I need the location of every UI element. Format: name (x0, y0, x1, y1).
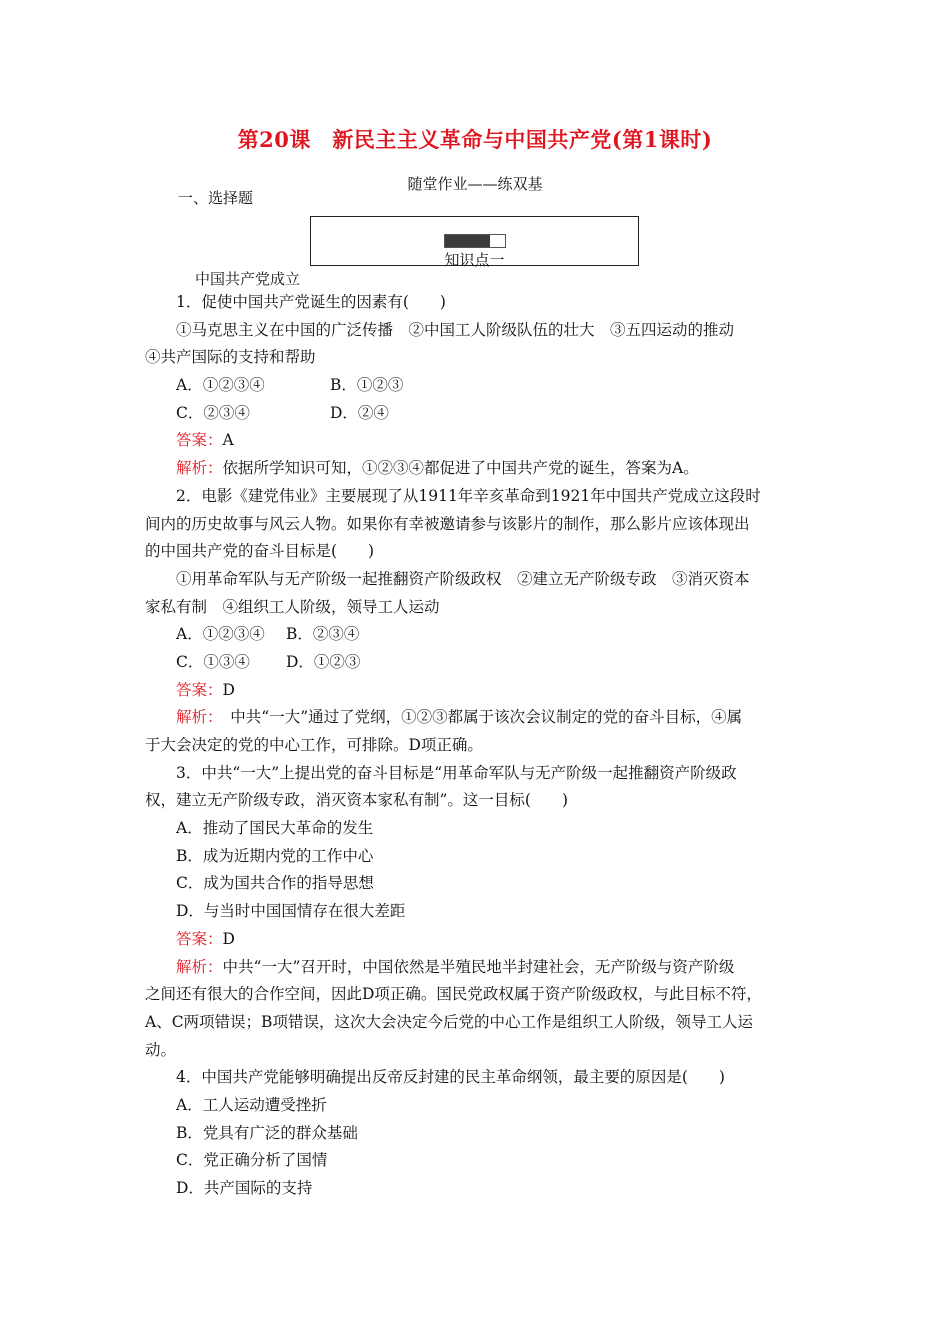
option-a: A．①②③④ (176, 376, 265, 395)
option-a: A．工人运动遭受挫折 (176, 1095, 327, 1114)
option-a: A．推动了国民大革命的发生 (176, 819, 374, 838)
option-a: A．①②③④ (176, 625, 265, 644)
question-1-analysis (145, 455, 813, 483)
option-d: D．①②③ (286, 652, 361, 671)
question-2-answer (145, 677, 813, 705)
question-1-options-cd (145, 400, 813, 428)
question-2-options-cd (145, 649, 813, 677)
analysis-label: 解析： (176, 459, 223, 478)
answer-label: 答案： (176, 929, 223, 948)
question-3-stem: 3．中共“一大”上提出党的奋斗目标是“用革命军队与无产阶级一起推翻资产阶级政 (176, 763, 737, 782)
question-2-items: 家私有制 ④组织工人阶级，领导工人运动 (145, 597, 440, 616)
question-1-items: ④共产国际的支持和帮助 (145, 348, 316, 367)
option-c: C．②③④ (176, 403, 250, 422)
analysis-label: 解析： (176, 957, 223, 976)
option-d: D．与当时中国国情存在很大差距 (176, 902, 406, 921)
knowledge-progress-fill (445, 235, 490, 247)
question-3-analysis: 之间还有很大的合作空间，因此D项正确。国民党政权属于资产阶级政权，与此目标不符， (145, 985, 762, 1004)
answer-value: A (222, 431, 234, 450)
option-d: D．共产国际的支持 (176, 1179, 313, 1197)
question-2-stem: 2．电影《建党伟业》主要展现了从1911年辛亥革命到1921年中国共产党成立这段时 (176, 486, 761, 505)
question-3-answer (145, 926, 813, 954)
option-b: B．成为近期内党的工作中心 (176, 846, 374, 865)
knowledge-point-box (310, 216, 639, 269)
question-3-analysis: A、C两项错误；B项错误，这次大会决定今后党的中心工作是组织工人阶级，领导工人运 (145, 1012, 753, 1031)
analysis-text: 中共“一大”召开时，中国依然是半殖民地半封建社会，无产阶级与资产阶级 (222, 957, 735, 976)
answer-value: D (222, 680, 235, 699)
question-1-options-ab (145, 372, 813, 400)
question-3-analysis: 动。 (145, 1040, 177, 1059)
question-1-stem: 1．促使中国共产党诞生的因素有( ) (176, 293, 446, 311)
subtitle: 随堂作业——练双基 (407, 175, 543, 193)
answer-value: D (222, 929, 235, 948)
question-2-items: ①用革命军队与无产阶级一起推翻资产阶级政权 ②建立无产阶级专政 ③消灭资本 (176, 569, 750, 588)
question-2-options-ab (145, 621, 813, 649)
analysis-text: 中共“一大”通过了党纲，①②③都属于该次会议制定的党的奋斗目标，④属 (214, 708, 743, 727)
question-2-stem: 的中国共产党的奋斗目标是( ) (145, 542, 375, 561)
topic-heading: 中国共产党成立 (195, 270, 301, 288)
option-b: B．②③④ (286, 625, 360, 644)
question-1-items: ①马克思主义在中国的广泛传播 ②中国工人阶级队伍的壮大 ③五四运动的推动 (176, 320, 735, 339)
question-4-stem: 4．中国共产党能够明确提出反帝反封建的民主革命纲领，最主要的原因是( ) (176, 1068, 725, 1087)
question-3-analysis (145, 954, 813, 982)
option-c: C．①③④ (176, 652, 250, 671)
option-c: C．成为国共合作的指导思想 (176, 874, 374, 893)
answer-label: 答案： (176, 431, 223, 450)
option-b: B．党具有广泛的群众基础 (176, 1123, 358, 1142)
option-c: C．党正确分析了国情 (176, 1151, 328, 1170)
analysis-text: 依据所学知识可知，①②③④都促进了中国共产党的诞生，答案为A。 (222, 459, 699, 478)
option-d: D．②④ (330, 403, 389, 422)
answer-label: 答案： (176, 680, 223, 699)
question-2-analysis (145, 704, 813, 732)
option-b: B．①②③ (330, 376, 404, 395)
section-heading: 一、选择题 (178, 189, 254, 207)
question-1-answer (145, 427, 813, 455)
question-list (145, 289, 813, 1203)
lesson-title: 第20课 新民主主义革命与中国共产党(第1课时) (237, 127, 713, 152)
knowledge-point-label: 知识点一 (444, 251, 505, 269)
question-2-stem: 间内的历史故事与风云人物。如果你有幸被邀请参与该影片的制作，那么影片应该体现出 (145, 514, 750, 533)
analysis-label: 解析： (176, 708, 215, 727)
question-2-analysis: 于大会决定的党的中心工作，可排除。D项正确。 (145, 736, 483, 754)
knowledge-progress-bar (444, 234, 506, 248)
question-3-stem: 权，建立无产阶级专政，消灭资本家私有制”。这一目标( ) (145, 791, 569, 810)
